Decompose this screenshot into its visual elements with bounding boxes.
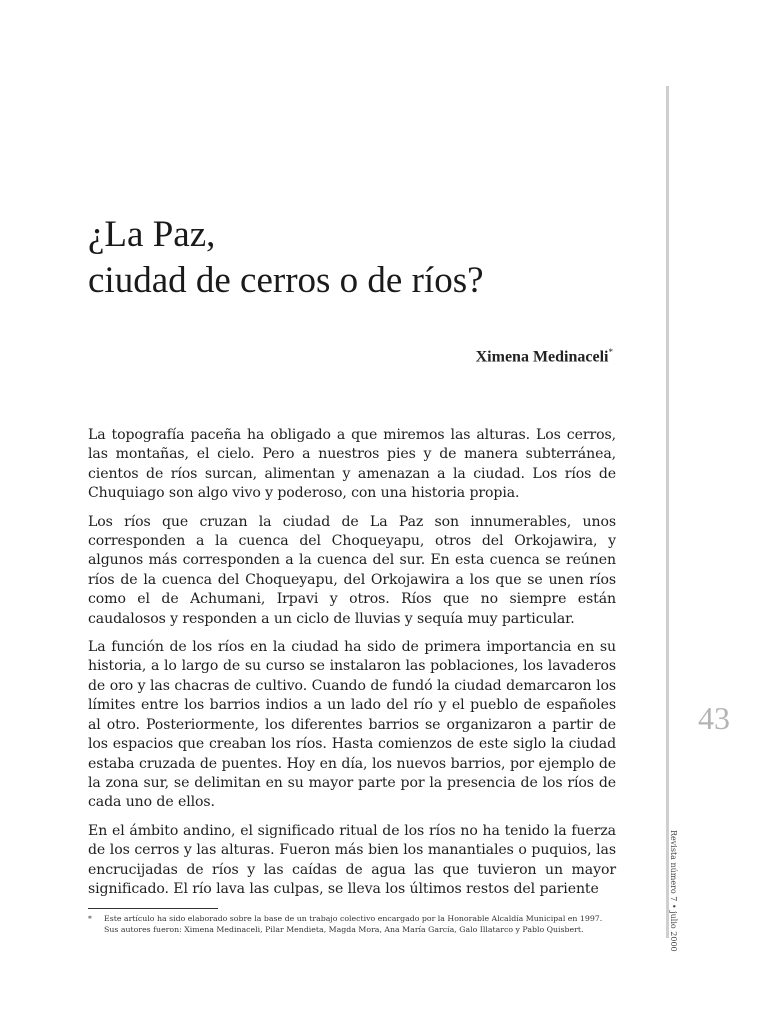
body-paragraph-4: En el ámbito andino, el significado ritual de los ríos no ha tenido la fuerza de los cerros y las alturas. Fueron más bien los manantiales o puquios, las encrucijadas de ríos y las caídas de agua las que tuvieron un mayor significado. El río lava las culpas, se lleva los últimos restos del pariente bbox=[88, 822, 616, 897]
article-body bbox=[88, 426, 616, 908]
title-line-2: ciudad de cerros o de ríos? bbox=[88, 260, 484, 301]
margin-vertical-rule bbox=[666, 86, 669, 938]
body-paragraph-1: La topografía paceña ha obligado a que miremos las alturas. Los cerros, las montañas, el cielo. Pero a nuestros pies y de manera subterránea, cientos de ríos surcan, alimentan y amenazan a la ciudad. Los ríos de Chuquiago son algo vivo y poderoso, con una historia propia. bbox=[88, 427, 616, 502]
footnote-mark: * bbox=[88, 914, 92, 923]
body-paragraph-2: Los ríos que cruzan la ciudad de La Paz son innumerables, unos corresponden a la cuenca del Choqueyapu, otros del Orkojawira, y algunos más corresponden a la cuenca del sur. En esta cuenca se reúnen ríos de la cuenca del Choqueyapu, del Orkojawira a los que se unen ríos como el de Achumani, Irpavi y otros. Ríos que no siempre están caudalosos y responden a un ciclo de lluvias y sequía muy particular. bbox=[88, 513, 616, 627]
author-name bbox=[476, 347, 613, 366]
footnote bbox=[88, 913, 618, 935]
footnote-divider bbox=[88, 908, 218, 909]
body-paragraph-3: La función de los ríos en la ciudad ha sido de primera importancia en su historia, a lo largo de su curso se instalaron las poblaciones, los lavaderos de oro y las chacras de cultivo. Cuando de fundó la ciudad demarcaron los límites entre los barrios indios a un lado del río y el pueblo de españoles al otro. Posteriormente, los diferentes barrios se organizaron a partir de los espacios que creaban los ríos. Hasta comienzos de este siglo la ciudad estaba cruzada de puentes. Hoy en día, los nuevos barrios, por ejemplo de la zona sur, se delimitan en su mayor parte por la presencia de los ríos de cada uno de ellos. bbox=[88, 639, 616, 811]
page-number: 43 bbox=[698, 700, 730, 736]
article-title bbox=[88, 212, 628, 304]
author-name-text: Ximena Medinaceli bbox=[475, 348, 609, 366]
journal-label: Revista número 7 • julio 2000 bbox=[669, 830, 678, 952]
title-line-1: ¿La Paz, bbox=[88, 214, 216, 255]
author-footnote-mark: * bbox=[608, 347, 613, 357]
footnote-text: Este artículo ha sido elaborado sobre la base de un trabajo colectivo encargado por la Honorable Alcaldía Municipal en 1997. Sus autores fueron: Ximena Medinaceli, Pilar Mendieta, Magda Mora, Ana María García, Galo Illatarco y Pablo Quisbert. bbox=[104, 914, 603, 934]
